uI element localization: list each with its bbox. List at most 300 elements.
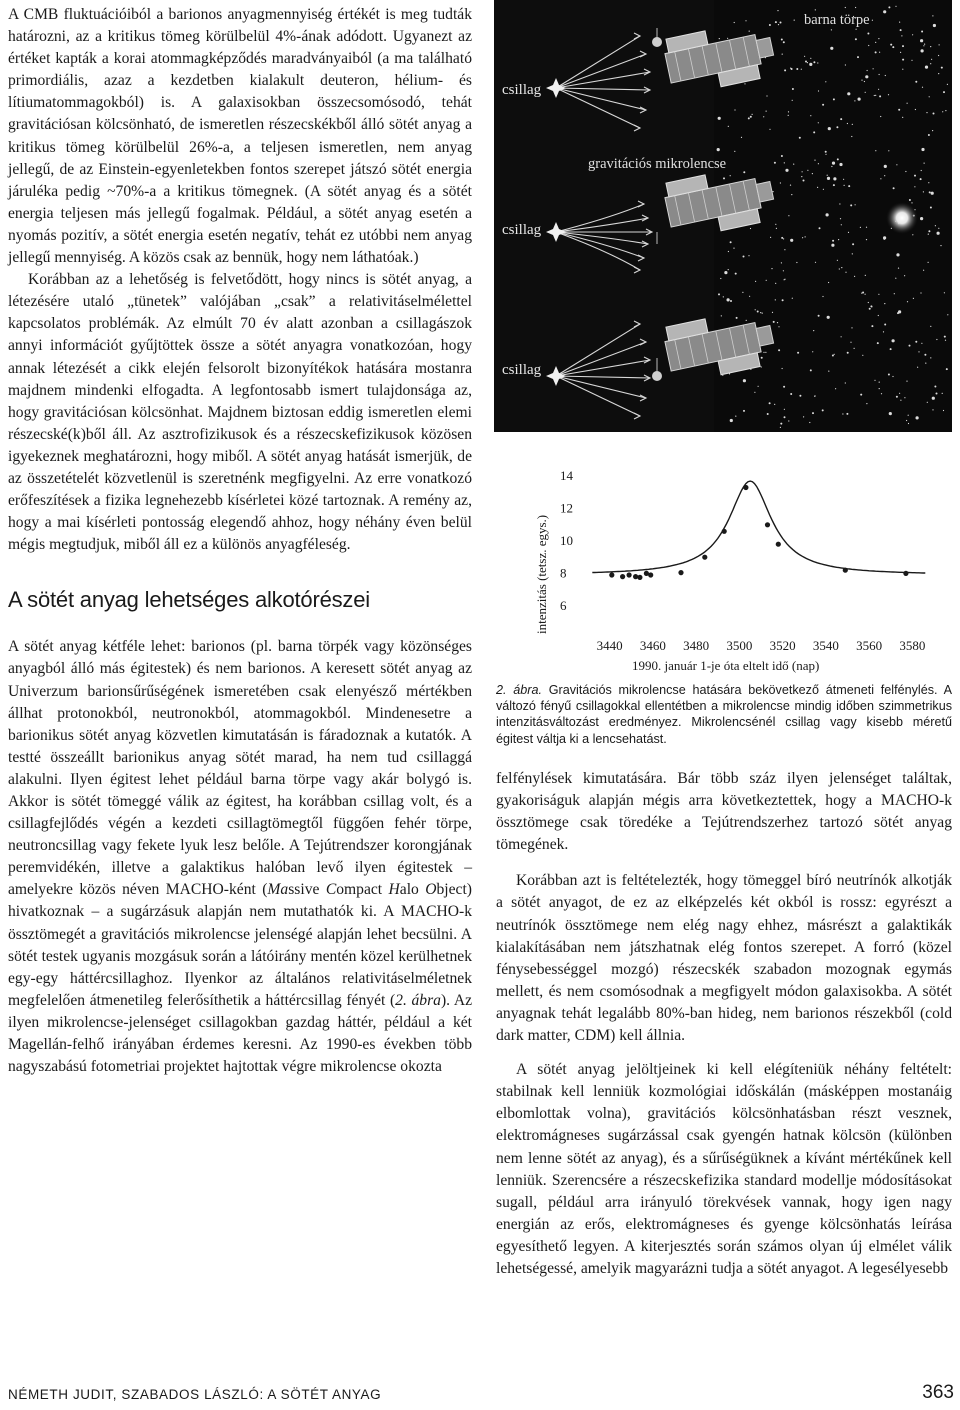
background-star [874, 380, 875, 381]
x-tick-label: 3440 [596, 638, 623, 653]
background-star [833, 98, 835, 100]
background-star [920, 217, 923, 220]
background-star [766, 111, 767, 112]
background-star [788, 115, 789, 116]
background-star [911, 202, 912, 203]
background-star [833, 177, 836, 180]
background-star [788, 111, 789, 112]
y-tick-label: 6 [560, 597, 567, 613]
background-star [892, 376, 893, 377]
background-star [744, 83, 745, 84]
background-star [908, 423, 909, 424]
background-star [934, 386, 936, 388]
background-star [742, 292, 743, 293]
brown-dwarf-label: barna törpe [804, 12, 870, 28]
background-star [807, 170, 808, 171]
background-star [730, 175, 731, 176]
background-star [860, 227, 861, 228]
caption-number: 2. ábra. [496, 683, 542, 697]
background-star [864, 81, 865, 82]
text-run: bject) hivatkoznak – a sugárzásuk alapján nem mutathatók ki. A MACHO-k össztömegét a gravitációs mikrolencse jelenségé alapján lehet becsülni. A sötét testek ugyanis mozgásuk során a látóirány mentén közel kerülhetnek egy-egy háttércsillaghoz. Ilyenkor az általános relativitáselméletnek megfelelően átmenetileg felerősíthetik a háttércsillag fényét ( [8, 881, 472, 1009]
background-star [831, 29, 832, 30]
y-tick-label: 14 [560, 468, 573, 484]
background-star [773, 191, 774, 192]
background-star [736, 317, 738, 319]
background-star [810, 58, 811, 59]
background-star [906, 381, 907, 382]
background-star [723, 177, 725, 179]
background-star [899, 22, 900, 23]
background-star [867, 33, 869, 35]
background-star [813, 61, 815, 63]
background-star [866, 227, 867, 228]
background-star [841, 224, 842, 225]
background-star [809, 63, 812, 66]
background-star [905, 171, 906, 172]
background-star [847, 123, 848, 124]
background-star [790, 185, 791, 186]
background-star [796, 68, 798, 70]
text-run: O [425, 881, 437, 899]
background-star [868, 302, 869, 303]
background-star [782, 54, 783, 55]
background-star [815, 262, 816, 263]
background-star [814, 160, 815, 161]
x-axis-label: 1990. január 1-je óta eltelt idő (nap) [632, 658, 820, 673]
background-star [834, 354, 835, 355]
background-star [769, 129, 770, 130]
background-star [921, 148, 924, 151]
background-star [782, 368, 783, 369]
background-star [939, 44, 940, 45]
text-run: A sötét anyag kétféle lehet: barionos (pl. barna törpék vagy közönséges anyagból álló más égitestek) és nem barionos. A keresett sötét anyag az Univerzum barionsűrűségének ismeretében csak elenyésző mértékben állhat protonokból, neutronokból, atommagokból. Mindenesetre a barionikus sötét anyag közvetlen kimutatásán is fáradoznak a kutatók. A testté összeállt barionikus anyag sötét marad, ha nem tud csillaggá alakulni. Ilyen égitest lehet például barna törpe vagy akár bolygó is. Akkor is sötét tömeggé válik az égitest, ha korábban csillag volt, és a csillagfejlődés végén a kezdeti csillagtömegtől függően fehér törpe, neutroncsillag vagy fekete lyuk lesz belőle. A Tejútrendszer korongjának peremvidékén, illetve a galaktikus halóban levő ilyen égitestek – amelyekre közös néven MACHO-ként ( [8, 638, 472, 899]
background-star [793, 164, 794, 165]
background-star [878, 38, 879, 39]
background-star [827, 316, 830, 319]
background-star [831, 244, 834, 247]
background-star [845, 64, 846, 65]
background-star [866, 403, 867, 404]
background-star [900, 29, 902, 31]
background-star [915, 109, 916, 110]
background-star [848, 185, 850, 187]
background-star [938, 55, 939, 56]
background-star [799, 395, 801, 397]
background-star [885, 75, 886, 76]
background-star [844, 185, 845, 186]
background-star [750, 228, 751, 229]
y-tick-label: 10 [560, 533, 573, 548]
background-star [857, 56, 859, 58]
star-label: csillag [502, 362, 542, 378]
background-star [894, 293, 895, 294]
background-star [788, 420, 789, 421]
background-star [933, 113, 935, 115]
background-star [804, 56, 805, 57]
background-star [769, 402, 771, 404]
background-star [774, 404, 775, 405]
background-star [888, 374, 890, 376]
background-star [839, 268, 840, 269]
background-star [928, 262, 929, 263]
background-star [837, 158, 839, 160]
background-star [771, 268, 772, 269]
background-star [822, 104, 824, 106]
background-star [813, 131, 815, 133]
background-star [825, 81, 826, 82]
background-star [750, 116, 752, 118]
background-star [760, 312, 761, 313]
background-star [855, 7, 856, 8]
background-star [896, 396, 898, 398]
background-star [860, 394, 862, 396]
background-star [730, 300, 732, 302]
background-star [898, 268, 899, 269]
background-star [865, 75, 868, 78]
background-star [728, 251, 729, 252]
background-star [945, 110, 946, 111]
background-star [781, 39, 783, 41]
brown-dwarf-marker [652, 37, 662, 47]
background-star [817, 62, 818, 63]
x-tick-label: 3520 [769, 638, 796, 653]
background-star [805, 61, 807, 63]
background-star [895, 6, 896, 7]
background-star [783, 238, 784, 239]
text-run: ompact [336, 881, 389, 899]
x-tick-label: 3500 [726, 638, 753, 653]
data-point [627, 572, 632, 577]
text-run: C [325, 881, 337, 899]
background-star [923, 45, 924, 46]
background-star [784, 69, 786, 71]
background-star [928, 230, 930, 232]
background-star [777, 322, 778, 323]
background-star [830, 47, 833, 50]
background-star [780, 22, 782, 24]
light-curve-chart [494, 446, 952, 676]
background-star [930, 357, 931, 358]
background-star [867, 70, 868, 71]
tick-labels [560, 468, 925, 653]
background-star [879, 95, 881, 97]
background-star [892, 339, 895, 342]
background-star [825, 154, 826, 155]
background-star [762, 313, 763, 314]
background-star [893, 187, 895, 189]
data-points [609, 485, 908, 580]
background-star [723, 296, 724, 297]
background-star [831, 166, 832, 167]
background-star [743, 410, 745, 412]
background-star [923, 191, 924, 192]
background-star [875, 150, 876, 151]
background-star [718, 293, 720, 295]
background-star [907, 301, 908, 302]
running-footer: NÉMETH JUDIT, SZABADOS LÁSZLÓ: A SÖTÉT ANYAG [8, 1387, 382, 1402]
background-star [775, 21, 777, 23]
background-star [848, 232, 849, 233]
background-star [780, 423, 782, 425]
background-star [842, 413, 843, 414]
background-star [913, 298, 914, 299]
background-star [930, 207, 932, 209]
background-star [730, 419, 733, 422]
background-star [778, 326, 779, 327]
paragraph: A sötét anyag jelöltjeinek ki kell elégíteniük néhány feltételt: stabilnak kell lenniük kozmológiai időskálán (másképpen mostanáig elbomlottak volna), gravitációs kölcsönhatásban részt vesznek, elektromágneses sugárzással csak gyengén hatnak kölcsön (különben nem lenne sötét az anyag), és a sűrűségüknek a kívánt mértékűnek kell lenniük. Szerencsére a részecskefizika standard modellje módosításokat sugall, például arra irányuló törekvések vannak, hogy igen nagy energián az erős, elektromágneses és gyenge kölcsönhatás leírása egyesíthető legyen. A kiterjesztés során számos olyan új elmélet válik lehetségessé, amelyik magyarázni tudja a sötét anyagot. A legesélyesebb [496, 1061, 952, 1277]
background-star [921, 31, 923, 33]
background-star [817, 187, 818, 188]
background-star [749, 31, 750, 32]
background-star [845, 7, 846, 8]
background-star [788, 215, 789, 216]
background-star [890, 44, 892, 46]
background-star [850, 342, 851, 343]
data-point [722, 529, 727, 534]
background-star [855, 204, 856, 205]
y-axis-label: intenzitás (tetsz. egys.) [534, 514, 549, 634]
background-star [923, 270, 924, 271]
background-star [942, 393, 943, 394]
figure-caption [496, 682, 952, 747]
x-tick-label: 3580 [899, 638, 926, 653]
background-star [720, 278, 721, 279]
background-star [733, 248, 734, 249]
background-star [813, 330, 814, 331]
text-run: H [388, 881, 400, 899]
background-star [904, 275, 905, 276]
background-star [890, 348, 892, 350]
background-star [783, 41, 785, 43]
background-star [851, 136, 852, 137]
background-star [833, 184, 835, 186]
brown-dwarf-marker [652, 371, 662, 381]
background-star [815, 9, 816, 10]
background-star [728, 126, 729, 127]
background-star [783, 270, 784, 271]
background-star [900, 400, 901, 401]
paragraph: Korábban az a lehetőség is felvetődött, hogy nincs is sötét anyag, a létezésére utaló „tünetek” valójában „csak” a relativitáselmélettel kapcsolatos problémák. Az elmúlt 70 év alatt azonban a csillagászok annyi információt gyűjtöttek össze a sötét anyagra vonatkozóan, hogy annak létezését a cikk elején felsorolt bizonyítékok hatására mostanra majdnem mindenki elfogadta. A legfontosabb ismert tulajdonsága az, hogy gravitációsan kölcsönhat. Majdnem biztosan eddig ismeretlen elemi részecské(k)ből áll. Az asztrofizikusok és a részecskefizikusok közösen igyekeznek meghatározni, hogy miből. A sötét anyag hatását ismerjük, de az összetételét közvetlenül is szeretnénk megfigyelni. Az erre vonatkozó erőfeszítések a fizika legnehezebb kísérletei közé tartoznak. A remény az, hogy a mai kísérleti pontosság elegendő ahhoz, hogy néhány éven belül mégis megtudjuk, miből áll ez a különös anyagféleség. [8, 271, 472, 554]
background-star [784, 162, 785, 163]
background-star [902, 45, 904, 47]
background-star [947, 84, 948, 85]
background-star [944, 292, 945, 293]
background-star [938, 73, 939, 74]
background-star [943, 91, 945, 93]
background-star [780, 427, 781, 428]
background-star [799, 137, 801, 139]
background-star [929, 191, 931, 193]
background-star [941, 67, 943, 69]
background-star [818, 315, 820, 317]
background-star [818, 90, 819, 91]
background-star [730, 241, 732, 243]
background-star [832, 355, 834, 357]
x-tick-label: 3460 [639, 638, 666, 653]
background-star [925, 66, 928, 69]
background-star [862, 292, 864, 294]
data-point [609, 572, 614, 577]
star-label: csillag [502, 222, 542, 238]
background-star [755, 309, 756, 310]
background-star [865, 92, 866, 93]
background-star [879, 74, 880, 75]
background-star [717, 148, 720, 151]
caption-text: Gravitációs mikrolencse hatására bekövetkező átmeneti felfénylés. A változó fényű csillagokkal ellentétben a mikrolencse mindig időben szimmetrikus intenzitásváltozást eredményez. Mikrolencsénél csillag vagy kisebb méretű égitest váltja ki a lencsehatást. [496, 683, 952, 746]
background-star [743, 256, 745, 258]
background-star [782, 299, 784, 301]
background-star [875, 95, 876, 96]
data-point [843, 568, 848, 573]
background-star [734, 22, 735, 23]
background-star [901, 35, 902, 36]
background-star [861, 80, 862, 81]
background-star [748, 255, 749, 256]
background-star [906, 420, 907, 421]
background-star [802, 171, 803, 172]
background-star [775, 224, 776, 225]
background-star [767, 413, 769, 415]
y-tick-label: 8 [560, 565, 567, 581]
background-star [878, 89, 879, 90]
background-star [819, 227, 821, 229]
section-heading: A sötét anyag lehetséges alkotórészei [8, 587, 370, 613]
background-star [884, 303, 885, 304]
background-star [801, 176, 802, 177]
background-star [936, 339, 937, 340]
background-star [836, 126, 838, 128]
background-star [757, 311, 759, 313]
background-star [828, 282, 829, 283]
background-star [883, 236, 886, 239]
fit-curve [592, 481, 925, 573]
background-star [814, 395, 815, 396]
background-star [845, 272, 846, 273]
background-star [911, 60, 912, 61]
background-star [791, 194, 792, 195]
background-star [907, 103, 908, 104]
background-star [879, 382, 880, 383]
background-star [809, 422, 810, 423]
background-star [880, 178, 881, 179]
paragraph: Korábban azt is feltételezték, hogy tömeggel bíró neutrínók alkotják a sötét anyagot, de ez az elképzelés két okból is rossz: egyrészt a neutrínók össztömege nem elég nagy ehhez, másrészt a galaktikák kialakításában nem játszhatnak elég fontos szerepet. A forró (közel fénysebességgel mozgó) részecskék szabadon mozognak egymás mellett, és nem csomósodnak a megfigyelt módon galaxisokba. A sötét anyagnak tehát legalább 80%-ban hideg, nem barionos részekből (cold dark matter, CDM) kell állnia. [496, 872, 952, 1045]
data-point [678, 570, 683, 575]
background-star [896, 164, 897, 165]
background-star [879, 52, 880, 53]
data-point [702, 555, 707, 560]
background-star [724, 271, 727, 274]
background-star [852, 253, 853, 254]
background-star [925, 363, 926, 364]
background-star [900, 52, 901, 53]
background-star [805, 236, 806, 237]
background-star [769, 24, 771, 26]
background-star [924, 354, 926, 356]
background-star [823, 189, 824, 190]
background-star [803, 180, 805, 182]
background-star [878, 294, 879, 295]
background-star [930, 63, 931, 64]
background-star [930, 46, 931, 47]
data-point [776, 542, 781, 547]
background-star [785, 169, 788, 172]
background-star [781, 155, 783, 157]
background-star [929, 96, 930, 97]
background-star [902, 59, 904, 61]
background-star [916, 416, 919, 419]
background-star [775, 299, 776, 300]
background-star [734, 151, 735, 152]
background-star [854, 276, 855, 277]
background-star [888, 150, 889, 151]
background-star [826, 213, 829, 216]
background-star [776, 228, 777, 229]
background-star [865, 275, 866, 276]
background-star [810, 369, 812, 371]
background-star [801, 69, 802, 70]
star-label: csillag [502, 82, 542, 98]
background-star [781, 262, 782, 263]
background-star [909, 345, 911, 347]
background-star [914, 175, 916, 177]
background-star [854, 348, 855, 349]
background-star [846, 413, 848, 415]
background-star [758, 386, 759, 387]
background-star [868, 45, 869, 46]
data-point [633, 574, 638, 579]
background-star [914, 186, 915, 187]
background-star [870, 305, 872, 307]
background-star [841, 336, 842, 337]
background-star [818, 163, 819, 164]
background-star [770, 237, 771, 238]
background-star [937, 232, 940, 235]
background-star [895, 278, 896, 279]
background-star [862, 355, 863, 356]
background-star [902, 69, 903, 70]
background-star [942, 111, 943, 112]
background-star [761, 366, 762, 367]
background-star [869, 308, 871, 310]
background-star [921, 49, 924, 52]
background-star [871, 325, 873, 327]
background-star [773, 321, 775, 323]
background-star [765, 352, 766, 353]
background-star [777, 10, 778, 11]
background-star [741, 137, 742, 138]
background-star [746, 320, 747, 321]
background-star [944, 336, 946, 338]
background-star [763, 352, 764, 353]
background-star [879, 388, 880, 389]
background-star [850, 204, 852, 206]
figure-reference: 2. ábra [395, 991, 441, 1009]
text-run: ). Az ilyen mikrolencse-jelenséget csillagokban gazdag háttér, például a két Magellán-felhő irányában érdemes keresni. Az 1990-es években több nagyszabású fotometriai projektet hajtottak végre mikrolencse okozta [8, 991, 472, 1076]
background-star [880, 116, 881, 117]
background-star [912, 234, 913, 235]
background-star [884, 175, 885, 176]
right-column [496, 768, 952, 1280]
background-star [921, 343, 922, 344]
background-star [883, 10, 886, 13]
background-star [794, 20, 795, 21]
background-star [797, 352, 799, 354]
text-run: alo [399, 881, 426, 899]
background-star [792, 100, 793, 101]
background-star [835, 388, 836, 389]
background-star [840, 218, 841, 219]
background-star [888, 94, 889, 95]
